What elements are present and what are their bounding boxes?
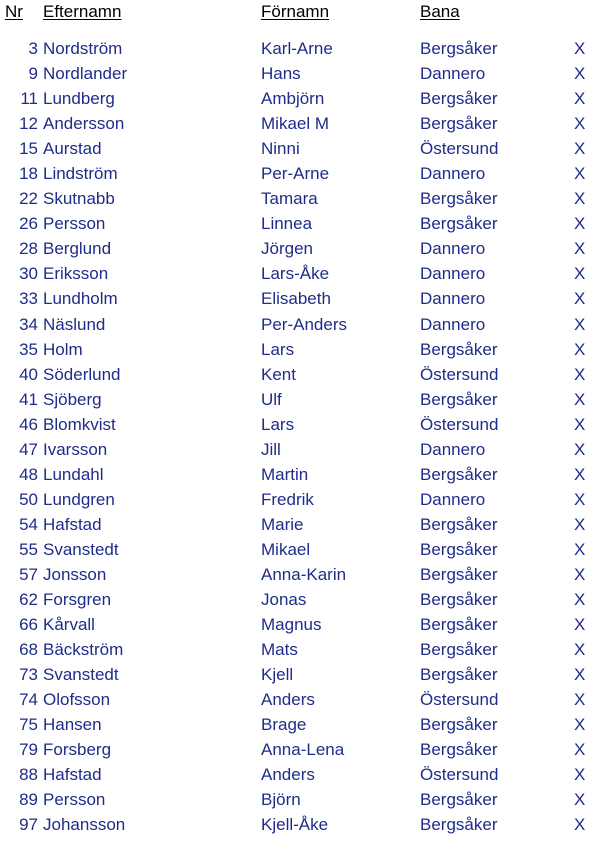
table-row (0, 587, 604, 612)
entry-first-name: Ambjörn (261, 89, 325, 109)
entry-first-name: Lars (261, 414, 295, 434)
entry-first-name: Karl-Arne (261, 39, 333, 58)
entry-track: Bergsåker (420, 214, 498, 234)
entry-first-name: Kjell-Åke (261, 815, 329, 835)
entry-track: Östersund (420, 414, 499, 434)
entry-mark: X (574, 790, 586, 810)
entry-number: 35 (19, 339, 38, 359)
entry-track: Bergsåker (420, 514, 498, 534)
entry-first-name: Anna-Lena (261, 740, 345, 760)
entry-last-name: Forsberg (43, 740, 112, 760)
entry-mark: X (574, 414, 586, 434)
entry-first-name: Kent (261, 364, 296, 384)
entry-last-name: Lundholm (43, 289, 118, 309)
entry-track: Östersund (420, 765, 499, 785)
entry-last-name: Svanstedt (43, 665, 119, 685)
entry-track: Dannero (420, 439, 486, 459)
entry-first-name: Kjell (261, 665, 294, 685)
entry-track: Bergsåker (420, 39, 498, 58)
entry-number: 22 (19, 189, 38, 209)
entry-number: 74 (19, 690, 38, 710)
table-row (0, 412, 604, 437)
entry-number: 9 (28, 64, 38, 84)
table-row (0, 261, 604, 286)
entry-mark: X (574, 665, 586, 685)
entry-mark: X (574, 715, 586, 735)
entry-track: Dannero (420, 164, 486, 184)
entry-last-name: Lundgren (43, 489, 115, 509)
entry-first-name: Mats (261, 640, 298, 660)
entry-track: Bergsåker (420, 89, 498, 109)
table-row (0, 236, 604, 261)
entry-number: 28 (19, 239, 38, 259)
table-row (0, 362, 604, 387)
entry-track: Bergsåker (420, 815, 498, 835)
table-row (0, 562, 604, 587)
table-row (0, 437, 604, 462)
table-row (0, 787, 604, 812)
table-row (0, 337, 604, 362)
entry-first-name: Tamara (261, 189, 318, 209)
entry-mark: X (574, 439, 586, 459)
entry-last-name: Forsgren (43, 590, 112, 610)
entry-number: 57 (19, 564, 38, 584)
entry-track: Dannero (420, 314, 486, 334)
table-row (0, 512, 604, 537)
entry-track: Bergsåker (420, 339, 498, 359)
entry-first-name: Ninni (261, 139, 300, 159)
entry-last-name: Johansson (43, 815, 126, 835)
entry-track: Dannero (420, 489, 486, 509)
table-row (0, 762, 604, 787)
entry-first-name: Lars-Åke (261, 264, 330, 284)
entry-track: Bergsåker (420, 464, 498, 484)
entry-mark: X (574, 239, 586, 259)
entry-track: Bergsåker (420, 189, 498, 209)
entry-track: Dannero (420, 289, 486, 309)
table-row (0, 737, 604, 762)
entry-first-name: Anders (261, 690, 315, 710)
table-row (0, 61, 604, 86)
entry-mark: X (574, 264, 586, 284)
entry-first-name: Mikael M (261, 114, 330, 134)
entry-last-name: Kårvall (43, 615, 95, 635)
entry-first-name: Hans (261, 64, 301, 84)
entry-first-name: Marie (261, 514, 304, 534)
entry-mark: X (574, 139, 586, 159)
entry-last-name: Söderlund (43, 364, 121, 384)
entry-last-name: Jonsson (43, 564, 107, 584)
header-last-name: Efternamn (43, 2, 122, 21)
entry-first-name: Brage (261, 715, 307, 735)
entry-last-name: Sjöberg (43, 389, 102, 409)
entry-last-name: Bäckström (43, 640, 124, 660)
entry-last-name: Olofsson (43, 690, 111, 710)
entry-mark: X (574, 314, 586, 334)
table-row (0, 487, 604, 512)
entry-first-name: Jill (261, 439, 281, 459)
entry-number: 15 (19, 139, 38, 159)
entry-mark: X (574, 214, 586, 234)
entry-mark: X (574, 615, 586, 635)
entry-number: 54 (19, 514, 38, 534)
header-nr: Nr (5, 2, 23, 21)
entry-number: 73 (19, 665, 38, 685)
entry-number: 3 (28, 39, 38, 58)
table-row (0, 712, 604, 737)
entry-number: 11 (20, 89, 38, 109)
entry-last-name: Berglund (43, 239, 112, 259)
entry-track: Östersund (420, 364, 499, 384)
entry-last-name: Holm (43, 339, 83, 359)
table-row (0, 312, 604, 337)
entry-first-name: Mikael (261, 539, 311, 559)
entry-number: 40 (19, 364, 38, 384)
table-row (0, 637, 604, 662)
entry-mark: X (574, 489, 586, 509)
entry-track: Bergsåker (420, 715, 498, 735)
table-row (0, 161, 604, 186)
table-row (0, 186, 604, 211)
table-row (0, 812, 604, 837)
entry-mark: X (574, 89, 586, 109)
table-row (0, 687, 604, 712)
entry-number: 30 (19, 264, 38, 284)
table-row (0, 462, 604, 487)
entry-track: Bergsåker (420, 790, 498, 810)
entry-last-name: Hafstad (43, 765, 102, 785)
entry-mark: X (574, 464, 586, 484)
entry-number: 26 (19, 214, 38, 234)
entry-mark: X (574, 114, 586, 134)
entry-track: Bergsåker (420, 615, 498, 635)
entry-number: 88 (19, 765, 38, 785)
entry-number: 62 (19, 590, 38, 610)
entry-mark: X (574, 740, 586, 760)
entry-first-name: Jörgen (261, 239, 313, 259)
entry-first-name: Per-Arne (261, 164, 330, 184)
entry-mark: X (574, 364, 586, 384)
header-row (0, 0, 604, 24)
entry-mark: X (574, 640, 586, 660)
entry-last-name: Skutnabb (43, 189, 115, 209)
entry-first-name: Anders (261, 765, 315, 785)
entry-last-name: Svanstedt (43, 539, 119, 559)
entry-track: Bergsåker (420, 389, 498, 409)
entry-last-name: Persson (43, 790, 106, 810)
entry-track: Bergsåker (420, 564, 498, 584)
entry-track: Bergsåker (420, 740, 498, 760)
entry-first-name: Björn (261, 790, 301, 810)
entry-number: 33 (19, 289, 38, 309)
entry-number: 66 (19, 615, 38, 635)
entry-number: 68 (19, 640, 38, 660)
entry-last-name: Näslund (43, 314, 106, 334)
entry-last-name: Blomkvist (43, 414, 116, 434)
entry-first-name: Jonas (261, 590, 307, 610)
table-row (0, 387, 604, 412)
entry-first-name: Elisabeth (261, 289, 331, 309)
entry-first-name: Ulf (261, 389, 282, 409)
entry-number: 75 (19, 715, 38, 735)
table-row (0, 86, 604, 111)
entry-last-name: Hansen (43, 715, 102, 735)
entry-mark: X (574, 339, 586, 359)
entry-mark: X (574, 289, 586, 309)
entry-track: Dannero (420, 64, 486, 84)
entry-first-name: Fredrik (261, 489, 314, 509)
header-first-name: Förnamn (261, 2, 330, 21)
entry-number: 89 (19, 790, 38, 810)
entry-number: 18 (19, 164, 38, 184)
table-row (0, 136, 604, 161)
entry-rows (0, 36, 604, 838)
header-track: Bana (420, 2, 460, 21)
entry-last-name: Andersson (43, 114, 125, 134)
entry-first-name: Lars (261, 339, 295, 359)
entry-mark: X (574, 564, 586, 584)
entry-mark: X (574, 590, 586, 610)
entry-last-name: Lindström (43, 164, 118, 184)
entry-last-name: Aurstad (43, 139, 102, 159)
entry-number: 12 (19, 114, 38, 134)
entry-last-name: Eriksson (43, 264, 109, 284)
entry-last-name: Lundahl (43, 464, 104, 484)
entry-mark: X (574, 164, 586, 184)
entry-last-name: Hafstad (43, 514, 102, 534)
table-row (0, 662, 604, 687)
entry-track: Östersund (420, 690, 499, 710)
entry-track: Bergsåker (420, 590, 498, 610)
entry-number: 50 (19, 489, 38, 509)
entry-first-name: Per-Anders (261, 314, 347, 334)
entry-last-name: Ivarsson (43, 439, 108, 459)
entry-first-name: Magnus (261, 615, 322, 635)
entry-mark: X (574, 690, 586, 710)
table-row (0, 612, 604, 637)
entry-track: Östersund (420, 139, 499, 159)
entry-number: 47 (19, 439, 38, 459)
entry-mark: X (574, 389, 586, 409)
table-row (0, 537, 604, 562)
entry-first-name: Anna-Karin (261, 564, 347, 584)
entry-number: 79 (19, 740, 38, 760)
entry-number: 46 (19, 414, 38, 434)
table-row (0, 111, 604, 136)
entry-number: 41 (19, 389, 38, 409)
entry-mark: X (574, 539, 586, 559)
entry-mark: X (574, 189, 586, 209)
entry-track: Bergsåker (420, 640, 498, 660)
entry-last-name: Nordström (43, 39, 123, 58)
entry-number: 48 (19, 464, 38, 484)
entry-track: Bergsåker (420, 665, 498, 685)
entry-mark: X (574, 514, 586, 534)
entry-track: Dannero (420, 239, 486, 259)
entry-number: 55 (19, 539, 38, 559)
entry-number: 97 (19, 815, 38, 835)
entry-track: Bergsåker (420, 539, 498, 559)
entry-mark: X (574, 64, 586, 84)
entry-mark: X (574, 815, 586, 835)
table-row (0, 36, 604, 61)
entry-track: Dannero (420, 264, 486, 284)
table-row (0, 286, 604, 311)
entry-first-name: Linnea (261, 214, 313, 234)
entry-last-name: Nordlander (43, 64, 128, 84)
table-row (0, 211, 604, 236)
entry-last-name: Lundberg (43, 89, 115, 109)
entry-number: 34 (19, 314, 38, 334)
entry-first-name: Martin (261, 464, 309, 484)
entry-mark: X (574, 765, 586, 785)
entry-track: Bergsåker (420, 114, 498, 134)
entry-mark: X (574, 39, 586, 58)
entry-last-name: Persson (43, 214, 106, 234)
